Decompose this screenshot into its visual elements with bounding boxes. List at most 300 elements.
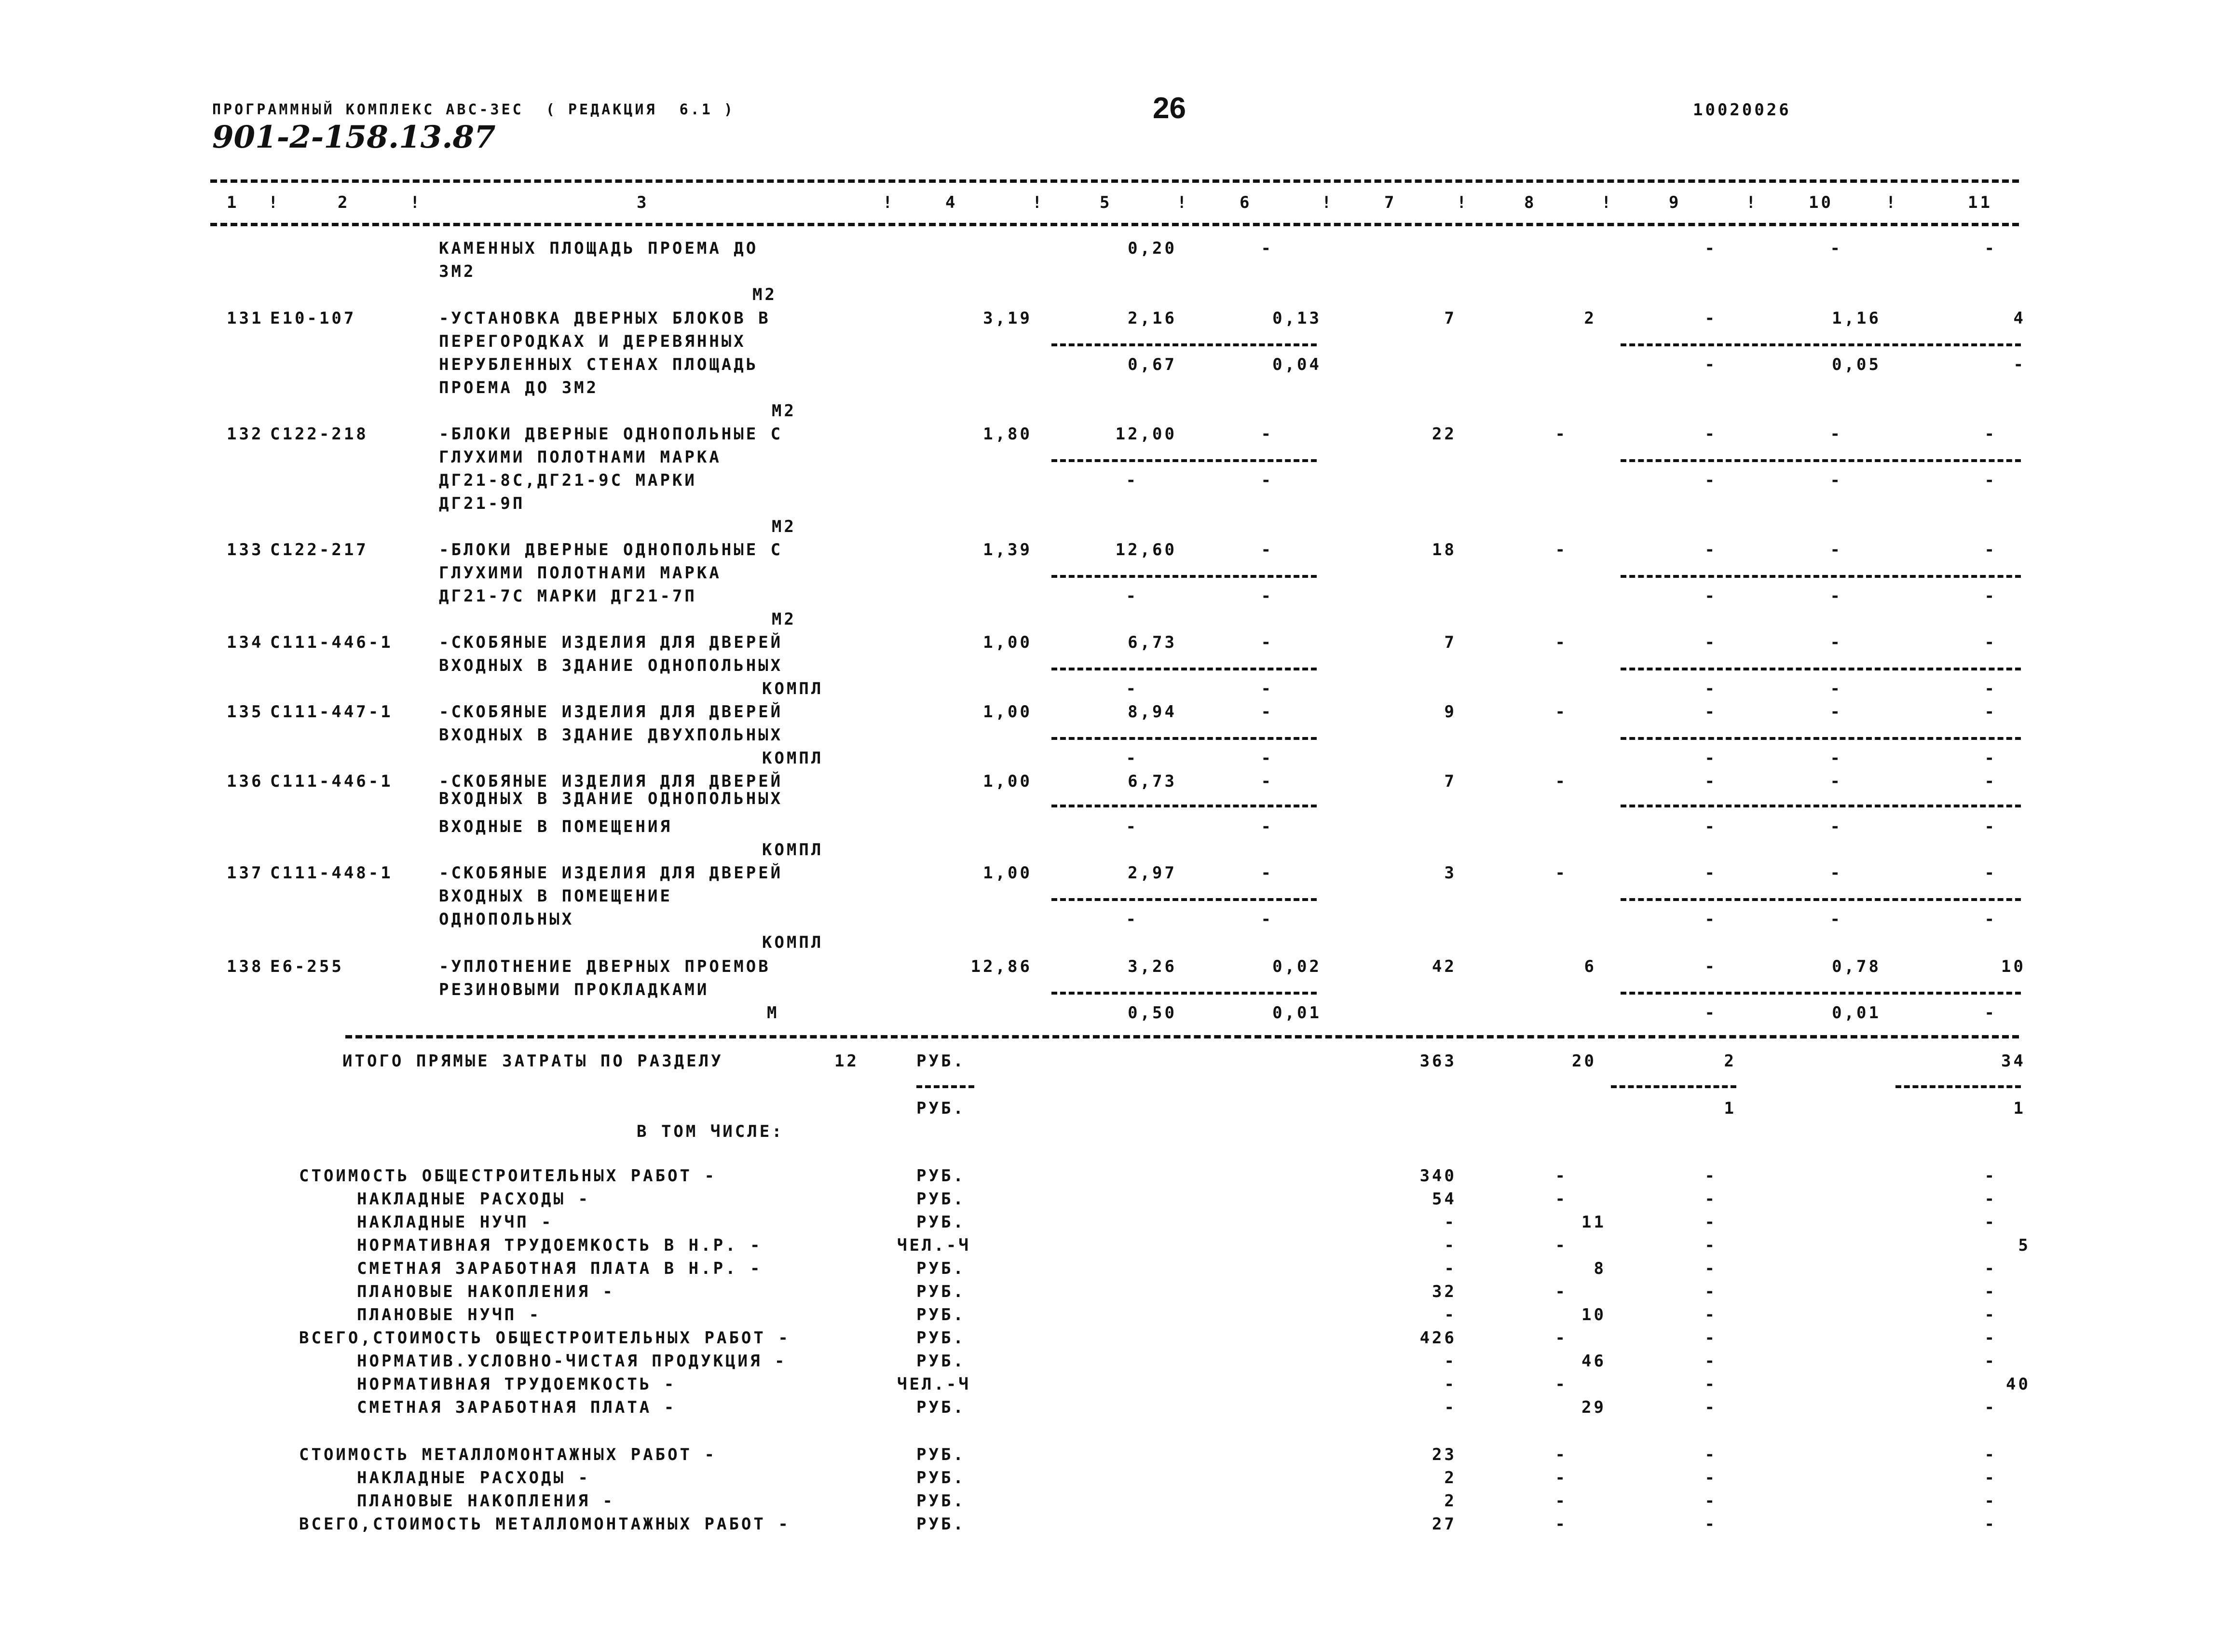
row-number: 137 (227, 863, 264, 883)
cell-c8: 6 (1584, 957, 1596, 976)
summary-c7: 340 (1419, 1166, 1457, 1186)
summary-label: ПЛАНОВЫЕ НАКОПЛЕНИЯ - (357, 1282, 615, 1301)
summary-c9: - (1704, 1328, 1717, 1348)
cell-c9-sub: - (1704, 679, 1717, 698)
cell-c10: - (1830, 702, 1842, 722)
col-sep: ! (1177, 193, 1189, 212)
row-description: ГЛУХИМИ ПОЛОТНАМИ МАРКА (439, 563, 722, 583)
cell-c9-sub: - (1704, 355, 1717, 374)
subrule (1621, 992, 2021, 995)
summary-label: ПЛАНОВЫЕ НАКОПЛЕНИЯ - (357, 1491, 615, 1511)
cell-c10-sub: - (1830, 679, 1842, 698)
cell-c11-sub: - (1984, 471, 1997, 490)
rule-top (210, 179, 2019, 183)
summary-label: СМЕТНАЯ ЗАРАБОТНАЯ ПЛАТА В Н.Р. - (357, 1259, 763, 1278)
row-number: 133 (227, 540, 264, 560)
cell-c7: 9 (1444, 702, 1457, 722)
cell-c11: - (1984, 424, 1997, 444)
row-number: 138 (227, 957, 264, 976)
row-description: ДГ21-7С МАРКИ ДГ21-7П (439, 587, 697, 606)
cell-c10-sub: - (1830, 587, 1842, 606)
cell-c6: 0,13 (1272, 309, 1322, 328)
cell-c5: 12,60 (1115, 540, 1177, 560)
cell-c6: - (1261, 239, 1273, 258)
summary-label: СТОИМОСТЬ ОБЩЕСТРОИТЕЛЬНЫХ РАБОТ - (299, 1166, 717, 1186)
cell-c11: 4 (2013, 309, 2026, 328)
row-unit: М (767, 1003, 779, 1023)
cell-c5: 2,97 (1128, 863, 1177, 883)
cell-c11: - (1984, 702, 1997, 722)
cell-c10: - (1830, 540, 1842, 560)
cell-c6-sub: - (1261, 817, 1273, 836)
cell-c4: 1,00 (983, 702, 1032, 722)
summary-c7: 2 (1444, 1468, 1457, 1488)
col-sep: ! (1601, 193, 1614, 212)
cell-c11: 10 (2001, 957, 2026, 976)
row-description: ВХОДНЫЕ В ПОМЕЩЕНИЯ (439, 817, 672, 836)
cell-c5-sub: - (1126, 471, 1138, 490)
col-sep: ! (883, 193, 895, 212)
cell-c9-sub: - (1704, 910, 1717, 929)
subrule (1051, 668, 1317, 670)
row-code: С111-446-1 (270, 633, 393, 652)
cell-c6: - (1261, 424, 1273, 444)
summary-c8: - (1555, 1282, 1568, 1301)
rule-header-bottom (210, 223, 2019, 226)
row-number: 131 (227, 309, 264, 328)
cell-c10: - (1830, 239, 1842, 258)
cell-c6: - (1261, 863, 1273, 883)
row-description: -СКОБЯНЫЕ ИЗДЕЛИЯ ДЛЯ ДВЕРЕЙ (439, 702, 783, 722)
cell-c4: 1,00 (983, 633, 1032, 652)
cell-c8: - (1555, 702, 1568, 722)
cell-c9-sub: - (1704, 749, 1717, 768)
summary-c11: 5 (2018, 1236, 2031, 1255)
summary-c7: - (1444, 1213, 1457, 1232)
summary-c7: - (1444, 1352, 1457, 1371)
col-sep: ! (1886, 193, 1898, 212)
subrule (1051, 898, 1317, 901)
cell-c11: - (1984, 239, 1997, 258)
summary-c11: - (1984, 1445, 1997, 1464)
row-code: С122-217 (270, 540, 368, 560)
cell-c10: - (1830, 633, 1842, 652)
cell-c6: - (1261, 633, 1273, 652)
totals-c11-sub: 1 (2013, 1099, 2026, 1118)
cell-c6-sub: - (1261, 587, 1273, 606)
cell-c7: 18 (1432, 540, 1457, 560)
cell-c4: 3,19 (983, 309, 1032, 328)
cell-c5: 6,73 (1128, 772, 1177, 791)
col-num-9: 9 (1669, 193, 1681, 212)
summary-label: НОРМАТИВ.УСЛОВНО-ЧИСТАЯ ПРОДУКЦИЯ - (357, 1352, 787, 1371)
col-num-2: 2 (338, 193, 350, 212)
col-sep: ! (1032, 193, 1045, 212)
cell-c9: - (1704, 540, 1717, 560)
row-description: -УПЛОТНЕНИЕ ДВЕРНЫХ ПРОЕМОВ (439, 957, 771, 976)
summary-c8: 11 (1581, 1213, 1606, 1232)
totals-unit: РУБ. (916, 1051, 966, 1071)
summary-unit: РУБ. (916, 1213, 966, 1232)
cell-c9: - (1704, 957, 1717, 976)
summary-c11: - (1984, 1213, 1997, 1232)
cell-c5-sub: 0,50 (1128, 1003, 1177, 1023)
row-description: ПЕРЕГОРОДКАХ И ДЕРЕВЯННЫХ (439, 332, 746, 351)
cell-c11-sub: - (1984, 749, 1997, 768)
summary-c7: 426 (1419, 1328, 1457, 1348)
subrule (1621, 898, 2021, 901)
cell-c10: - (1830, 772, 1842, 791)
cell-c5: 12,00 (1115, 424, 1177, 444)
totals-label: ИТОГО ПРЯМЫЕ ЗАТРАТЫ ПО РАЗДЕЛУ (342, 1051, 723, 1071)
cell-c10: 0,78 (1832, 957, 1881, 976)
summary-c8: - (1555, 1375, 1568, 1394)
summary-c11: - (1984, 1189, 1997, 1209)
cell-c11-sub: - (2013, 355, 2026, 374)
col-num-8: 8 (1524, 193, 1537, 212)
summary-c7: 2 (1444, 1491, 1457, 1511)
subrule (1621, 737, 2021, 740)
row-unit: КОМПЛ (762, 840, 824, 860)
cell-c9-sub: - (1704, 587, 1717, 606)
col-num-11: 11 (1968, 193, 1992, 212)
row-number: 135 (227, 702, 264, 722)
summary-c9: - (1704, 1468, 1717, 1488)
row-description: ВХОДНЫХ В ЗДАНИЕ ОДНОПОЛЬНЫХ (439, 656, 783, 675)
summary-c9: - (1704, 1259, 1717, 1278)
cell-c10-sub: - (1830, 749, 1842, 768)
summary-c9: - (1704, 1375, 1717, 1394)
page-number: 26 (1153, 92, 1186, 125)
subrule (1051, 575, 1317, 578)
summary-c9: - (1704, 1515, 1717, 1534)
row-unit: КОМПЛ (762, 933, 824, 952)
cell-c9-sub: - (1704, 817, 1717, 836)
cell-c5: 3,26 (1128, 957, 1177, 976)
row-description: -СКОБЯНЫЕ ИЗДЕЛИЯ ДЛЯ ДВЕРЕЙ (439, 772, 783, 791)
subrule (1621, 805, 2021, 807)
subrule (1621, 575, 2021, 578)
summary-unit: РУБ. (916, 1166, 966, 1186)
summary-c7: - (1444, 1236, 1457, 1255)
cell-c11: - (1984, 772, 1997, 791)
summary-label: ПЛАНОВЫЕ НУЧП - (357, 1305, 542, 1324)
summary-c9: - (1704, 1305, 1717, 1324)
subrule (1051, 737, 1317, 740)
summary-unit: РУБ. (916, 1468, 966, 1488)
cell-c10: - (1830, 863, 1842, 883)
cell-c10-sub: - (1830, 471, 1842, 490)
subrule (1621, 668, 2021, 670)
summary-unit: РУБ. (916, 1189, 966, 1209)
subrule (1611, 1085, 1736, 1088)
cell-c11: - (1984, 633, 1997, 652)
cell-c9: - (1704, 772, 1717, 791)
summary-c8: 10 (1581, 1305, 1606, 1324)
summary-c8: - (1555, 1328, 1568, 1348)
summary-c8: - (1555, 1445, 1568, 1464)
cell-c10: - (1830, 424, 1842, 444)
row-unit: М2 (772, 517, 796, 536)
subrule (1895, 1085, 2021, 1088)
cell-c5-sub: - (1126, 679, 1138, 698)
row-description: ДГ21-8С,ДГ21-9С МАРКИ (439, 471, 697, 490)
summary-label: НАКЛАДНЫЕ РАСХОДЫ - (357, 1189, 590, 1209)
rule-totals (345, 1035, 2019, 1038)
summary-c8: - (1555, 1236, 1568, 1255)
summary-c11: - (1984, 1398, 1997, 1417)
summary-c11: - (1984, 1259, 1997, 1278)
cell-c6-sub: - (1261, 471, 1273, 490)
carry-unit: М2 (752, 285, 777, 304)
row-code: С111-446-1 (270, 772, 393, 791)
subrule (1621, 459, 2021, 462)
row-description: ДГ21-9П (439, 494, 525, 513)
summary-c9: - (1704, 1352, 1717, 1371)
cell-c8: - (1555, 540, 1568, 560)
cell-c9: - (1704, 633, 1717, 652)
cell-c6-sub: - (1261, 749, 1273, 768)
col-sep: ! (1322, 193, 1334, 212)
cell-c5: 6,73 (1128, 633, 1177, 652)
summary-c9: - (1704, 1213, 1717, 1232)
subrule (1051, 805, 1317, 807)
cell-c8: - (1555, 772, 1568, 791)
cell-c5-sub: 0,67 (1128, 355, 1177, 374)
summary-label: СМЕТНАЯ ЗАРАБОТНАЯ ПЛАТА - (357, 1398, 677, 1417)
cell-c6-sub: 0,04 (1272, 355, 1322, 374)
summary-c7: 32 (1432, 1282, 1457, 1301)
cell-c6-sub: - (1261, 910, 1273, 929)
cell-c6: - (1261, 540, 1273, 560)
col-num-4: 4 (945, 193, 958, 212)
cell-c9: - (1704, 239, 1717, 258)
col-num-7: 7 (1384, 193, 1397, 212)
row-code: Е10-107 (270, 309, 356, 328)
summary-unit: РУБ. (916, 1445, 966, 1464)
summary-unit: РУБ. (916, 1352, 966, 1371)
summary-unit: РУБ. (916, 1259, 966, 1278)
row-description: РЕЗИНОВЫМИ ПРОКЛАДКАМИ (439, 980, 709, 999)
summary-unit: РУБ. (916, 1328, 966, 1348)
cell-c9-sub: - (1704, 471, 1717, 490)
col-num-5: 5 (1100, 193, 1112, 212)
cell-c5-sub: - (1126, 910, 1138, 929)
cell-c6: - (1261, 772, 1273, 791)
row-description: ВХОДНЫХ В ЗДАНИЕ ОДНОПОЛЬНЫХ (439, 789, 783, 808)
summary-unit: РУБ. (916, 1515, 966, 1534)
subrule (1051, 459, 1317, 462)
summary-c8: 8 (1594, 1259, 1606, 1278)
cell-c5-sub: - (1126, 587, 1138, 606)
totals-c11: 34 (2001, 1051, 2026, 1071)
cell-c7: 7 (1444, 772, 1457, 791)
summary-c7: 27 (1432, 1515, 1457, 1534)
program-header: ПРОГРАММНЫЙ КОМПЛЕКС АВС-3ЕС ( РЕДАКЦИЯ 6.1 ) (212, 101, 735, 118)
summary-c11: 40 (2006, 1375, 2031, 1394)
row-description: -СКОБЯНЫЕ ИЗДЕЛИЯ ДЛЯ ДВЕРЕЙ (439, 633, 783, 652)
summary-label: НАКЛАДНЫЕ РАСХОДЫ - (357, 1468, 590, 1488)
summary-unit: РУБ. (916, 1491, 966, 1511)
row-code: Е6-255 (270, 957, 344, 976)
cell-c5: 8,94 (1128, 702, 1177, 722)
summary-c8: - (1555, 1468, 1568, 1488)
row-code: С111-448-1 (270, 863, 393, 883)
cell-c11: - (1984, 863, 1997, 883)
summary-unit: ЧЕЛ.-Ч (897, 1236, 971, 1255)
col-sep: ! (410, 193, 423, 212)
summary-c7: - (1444, 1259, 1457, 1278)
summary-c7: 54 (1432, 1189, 1457, 1209)
cell-c5: 0,20 (1128, 239, 1177, 258)
summary-c9: - (1704, 1166, 1717, 1186)
including-label: В ТОМ ЧИСЛЕ: (637, 1122, 784, 1141)
col-num-1: 1 (227, 193, 239, 212)
subrule (916, 1085, 974, 1088)
summary-c9: - (1704, 1282, 1717, 1301)
col-sep: ! (1457, 193, 1469, 212)
cell-c4: 1,00 (983, 772, 1032, 791)
row-description: ВХОДНЫХ В ПОМЕЩЕНИЕ (439, 887, 672, 906)
row-description: -СКОБЯНЫЕ ИЗДЕЛИЯ ДЛЯ ДВЕРЕЙ (439, 863, 783, 883)
cell-c7: 22 (1432, 424, 1457, 444)
row-unit: М2 (772, 610, 796, 629)
carry-line: 3М2 (439, 262, 476, 281)
row-description: ГЛУХИМИ ПОЛОТНАМИ МАРКА (439, 448, 722, 467)
summary-c7: - (1444, 1375, 1457, 1394)
summary-unit: РУБ. (916, 1398, 966, 1417)
totals-unit-2: РУБ. (916, 1099, 966, 1118)
summary-c7: - (1444, 1305, 1457, 1324)
cell-c7: 7 (1444, 309, 1457, 328)
summary-c11: - (1984, 1515, 1997, 1534)
cell-c11-sub: - (1984, 1003, 1997, 1023)
summary-c8: - (1555, 1491, 1568, 1511)
cell-c9-sub: - (1704, 1003, 1717, 1023)
cell-c8: 2 (1584, 309, 1596, 328)
summary-label: НОРМАТИВНАЯ ТРУДОЕМКОСТЬ - (357, 1375, 677, 1394)
summary-c8: - (1555, 1166, 1568, 1186)
summary-c8: 46 (1581, 1352, 1606, 1371)
summary-c8: 29 (1581, 1398, 1606, 1417)
summary-c8: - (1555, 1189, 1568, 1209)
cell-c4: 1,39 (983, 540, 1032, 560)
cell-c11-sub: - (1984, 587, 1997, 606)
row-description: -УСТАНОВКА ДВЕРНЫХ БЛОКОВ В (439, 309, 771, 328)
summary-c9: - (1704, 1445, 1717, 1464)
cell-c9: - (1704, 702, 1717, 722)
summary-label: ВСЕГО,СТОИМОСТЬ ОБЩЕСТРОИТЕЛЬНЫХ РАБОТ - (299, 1328, 791, 1348)
summary-c11: - (1984, 1468, 1997, 1488)
cell-c6: 0,02 (1272, 957, 1322, 976)
cell-c10: 1,16 (1832, 309, 1881, 328)
cell-c10-sub: - (1830, 817, 1842, 836)
row-description: ОДНОПОЛЬНЫХ (439, 910, 574, 929)
totals-c9-sub: 1 (1724, 1099, 1736, 1118)
summary-c7: 23 (1432, 1445, 1457, 1464)
cell-c9: - (1704, 424, 1717, 444)
summary-c9: - (1704, 1236, 1717, 1255)
document-code: 10020026 (1693, 100, 1791, 120)
cell-c10-sub: 0,01 (1832, 1003, 1881, 1023)
col-num-6: 6 (1240, 193, 1252, 212)
col-num-10: 10 (1809, 193, 1833, 212)
cell-c7: 3 (1444, 863, 1457, 883)
cell-c7: 7 (1444, 633, 1457, 652)
row-number: 132 (227, 424, 264, 444)
summary-unit: РУБ. (916, 1305, 966, 1324)
totals-section-number: 12 (834, 1051, 859, 1071)
summary-label: НАКЛАДНЫЕ НУЧП - (357, 1213, 554, 1232)
cell-c11: - (1984, 540, 1997, 560)
totals-c9: 2 (1724, 1051, 1736, 1071)
cell-c9: - (1704, 863, 1717, 883)
row-unit: КОМПЛ (762, 749, 824, 768)
cell-c4: 1,00 (983, 863, 1032, 883)
col-sep: ! (268, 193, 281, 212)
cell-c9: - (1704, 309, 1717, 328)
summary-label: ВСЕГО,СТОИМОСТЬ МЕТАЛЛОМОНТАЖНЫХ РАБОТ - (299, 1515, 791, 1534)
summary-c8: - (1555, 1515, 1568, 1534)
cell-c11-sub: - (1984, 679, 1997, 698)
row-description: -БЛОКИ ДВЕРНЫЕ ОДНОПОЛЬНЫЕ С (439, 540, 783, 560)
summary-c11: - (1984, 1282, 1997, 1301)
subrule (1621, 343, 2021, 346)
row-description: НЕРУБЛЕННЫХ СТЕНАХ ПЛОЩАДЬ (439, 355, 759, 374)
summary-c9: - (1704, 1189, 1717, 1209)
row-description: ВХОДНЫХ В ЗДАНИЕ ДВУХПОЛЬНЫХ (439, 725, 783, 745)
summary-unit: ЧЕЛ.-Ч (897, 1375, 971, 1394)
summary-c11: - (1984, 1166, 1997, 1186)
cell-c8: - (1555, 633, 1568, 652)
cell-c6-sub: 0,01 (1272, 1003, 1322, 1023)
col-sep: ! (1746, 193, 1759, 212)
cell-c4: 1,80 (983, 424, 1032, 444)
cell-c5: 2,16 (1128, 309, 1177, 328)
summary-unit: РУБ. (916, 1282, 966, 1301)
row-description: -БЛОКИ ДВЕРНЫЕ ОДНОПОЛЬНЫЕ С (439, 424, 783, 444)
cell-c11-sub: - (1984, 910, 1997, 929)
summary-label: СТОИМОСТЬ МЕТАЛЛОМОНТАЖНЫХ РАБОТ - (299, 1445, 717, 1464)
row-code: С111-447-1 (270, 702, 393, 722)
handwritten-project-number: 901-2-158.13.87 (212, 119, 496, 155)
cell-c6: - (1261, 702, 1273, 722)
summary-c9: - (1704, 1491, 1717, 1511)
cell-c5-sub: - (1126, 817, 1138, 836)
row-number: 134 (227, 633, 264, 652)
summary-c11: - (1984, 1352, 1997, 1371)
cell-c7: 42 (1432, 957, 1457, 976)
summary-c11: - (1984, 1305, 1997, 1324)
cell-c11-sub: - (1984, 817, 1997, 836)
cell-c10-sub: - (1830, 910, 1842, 929)
carry-line: КАМЕННЫХ ПЛОЩАДЬ ПРОЕМА ДО (439, 239, 759, 258)
totals-c8: 20 (1572, 1051, 1596, 1071)
summary-label: НОРМАТИВНАЯ ТРУДОЕМКОСТЬ В Н.Р. - (357, 1236, 763, 1255)
summary-c11: - (1984, 1491, 1997, 1511)
subrule (1051, 343, 1317, 346)
cell-c10-sub: 0,05 (1832, 355, 1881, 374)
cell-c5-sub: - (1126, 749, 1138, 768)
subrule (1051, 992, 1317, 995)
cell-c4: 12,86 (970, 957, 1032, 976)
cell-c8: - (1555, 863, 1568, 883)
col-num-3: 3 (637, 193, 649, 212)
summary-c7: - (1444, 1398, 1457, 1417)
row-code: С122-218 (270, 424, 368, 444)
summary-c9: - (1704, 1398, 1717, 1417)
row-unit: КОМПЛ (762, 679, 824, 698)
